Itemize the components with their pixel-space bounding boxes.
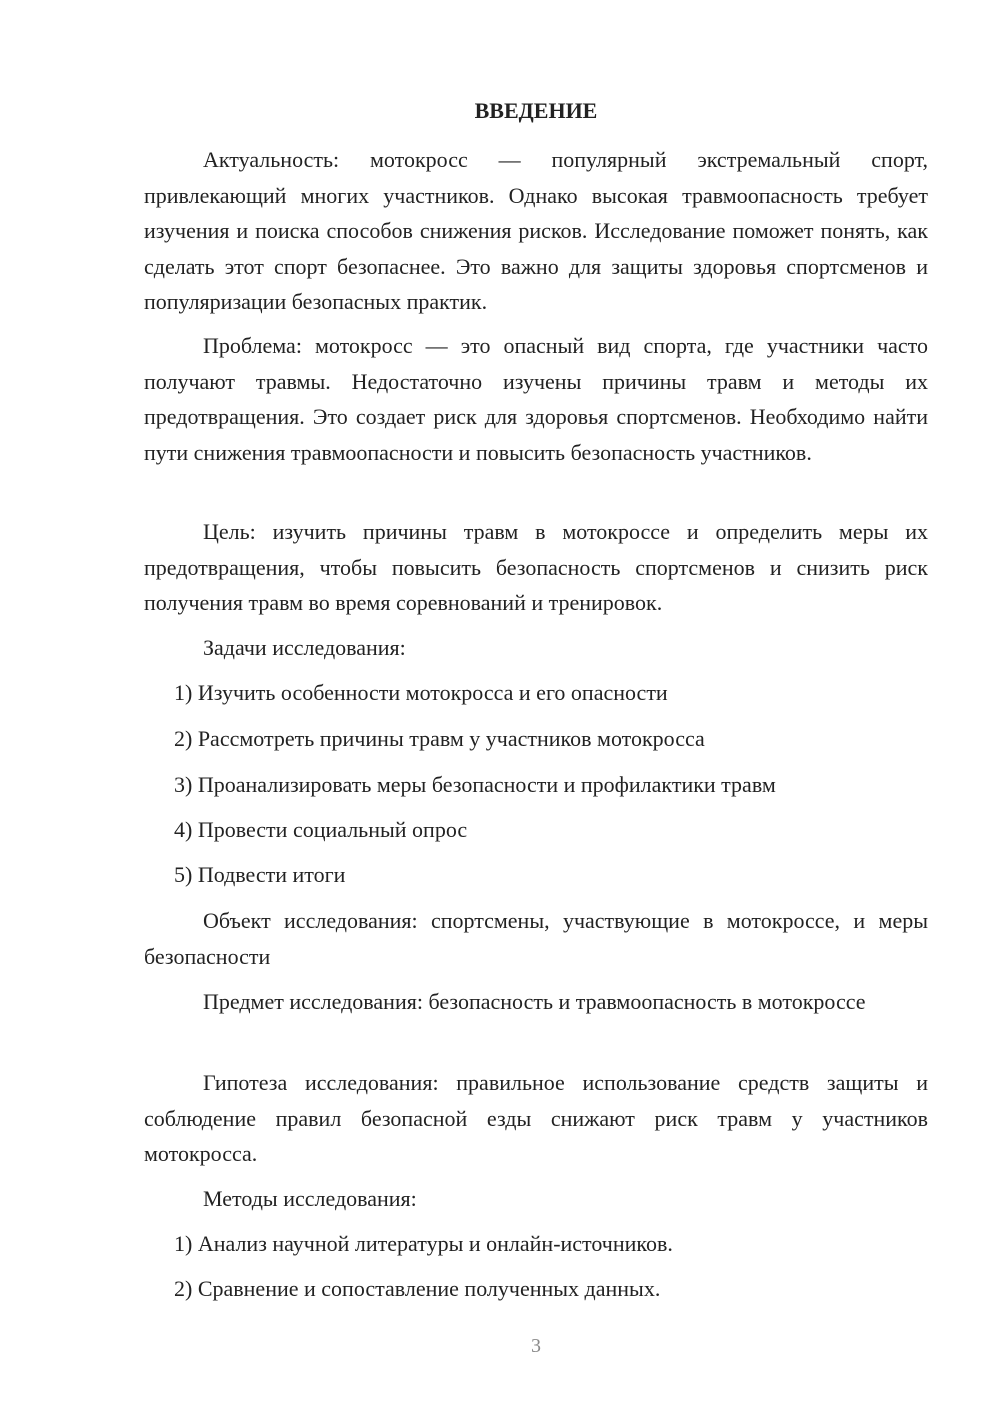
section-heading: ВВЕДЕНИЕ — [474, 98, 598, 123]
page-number: 3 — [531, 1335, 541, 1357]
task-item-5: 5) Подвести итоги — [174, 862, 346, 887]
methods-title: Методы исследования: — [203, 1186, 417, 1211]
goal-paragraph: Цель: изучить причины травм в мотокроссе и определить меры их предотвращения, чтобы повысить безопасность спортсменов и снизить риск получения травм во время соревнований и тренировок. — [144, 519, 928, 615]
hypothesis-paragraph: Гипотеза исследования: правильное использование средств защиты и соблюдение правил безопасной езды снижают риск травм у участников мотокросса. — [144, 1070, 928, 1166]
task-item-4: 4) Провести социальный опрос — [174, 817, 468, 842]
method-item-2: 2) Сравнение и сопоставление полученных данных. — [174, 1276, 661, 1301]
task-item-3: 3) Проанализировать меры безопасности и профилактики травм — [174, 772, 776, 797]
problem-paragraph: Проблема: мотокросс — это опасный вид спорта, где участники часто получают травмы. Недостаточно изучены причины травм и методы их предотвращения. Это создает риск для здоровья спортсменов. Необходимо найти пути снижения травмоопасности и повысить безопасность участников. — [144, 333, 928, 465]
task-item-2: 2) Рассмотреть причины травм у участников мотокросса — [174, 726, 705, 751]
object-paragraph: Объект исследования: спортсмены, участвующие в мотокроссе, и меры безопасности — [144, 908, 928, 969]
relevance-paragraph: Актуальность: мотокросс — популярный экстремальный спорт, привлекающий многих участников. Однако высокая травмоопасность требует изучения и поиска способов снижения рисков. Исследование поможет понять, как сделать этот спорт безопаснее. Это важно для защиты здоровья спортсменов и популяризации безопасных практик. — [144, 147, 928, 314]
task-item-1: 1) Изучить особенности мотокросса и его опасности — [174, 680, 668, 705]
tasks-title: Задачи исследования: — [203, 635, 406, 660]
method-item-1: 1) Анализ научной литературы и онлайн-источников. — [174, 1231, 673, 1256]
subject-paragraph: Предмет исследования: безопасность и травмоопасность в мотокроссе — [203, 989, 866, 1014]
